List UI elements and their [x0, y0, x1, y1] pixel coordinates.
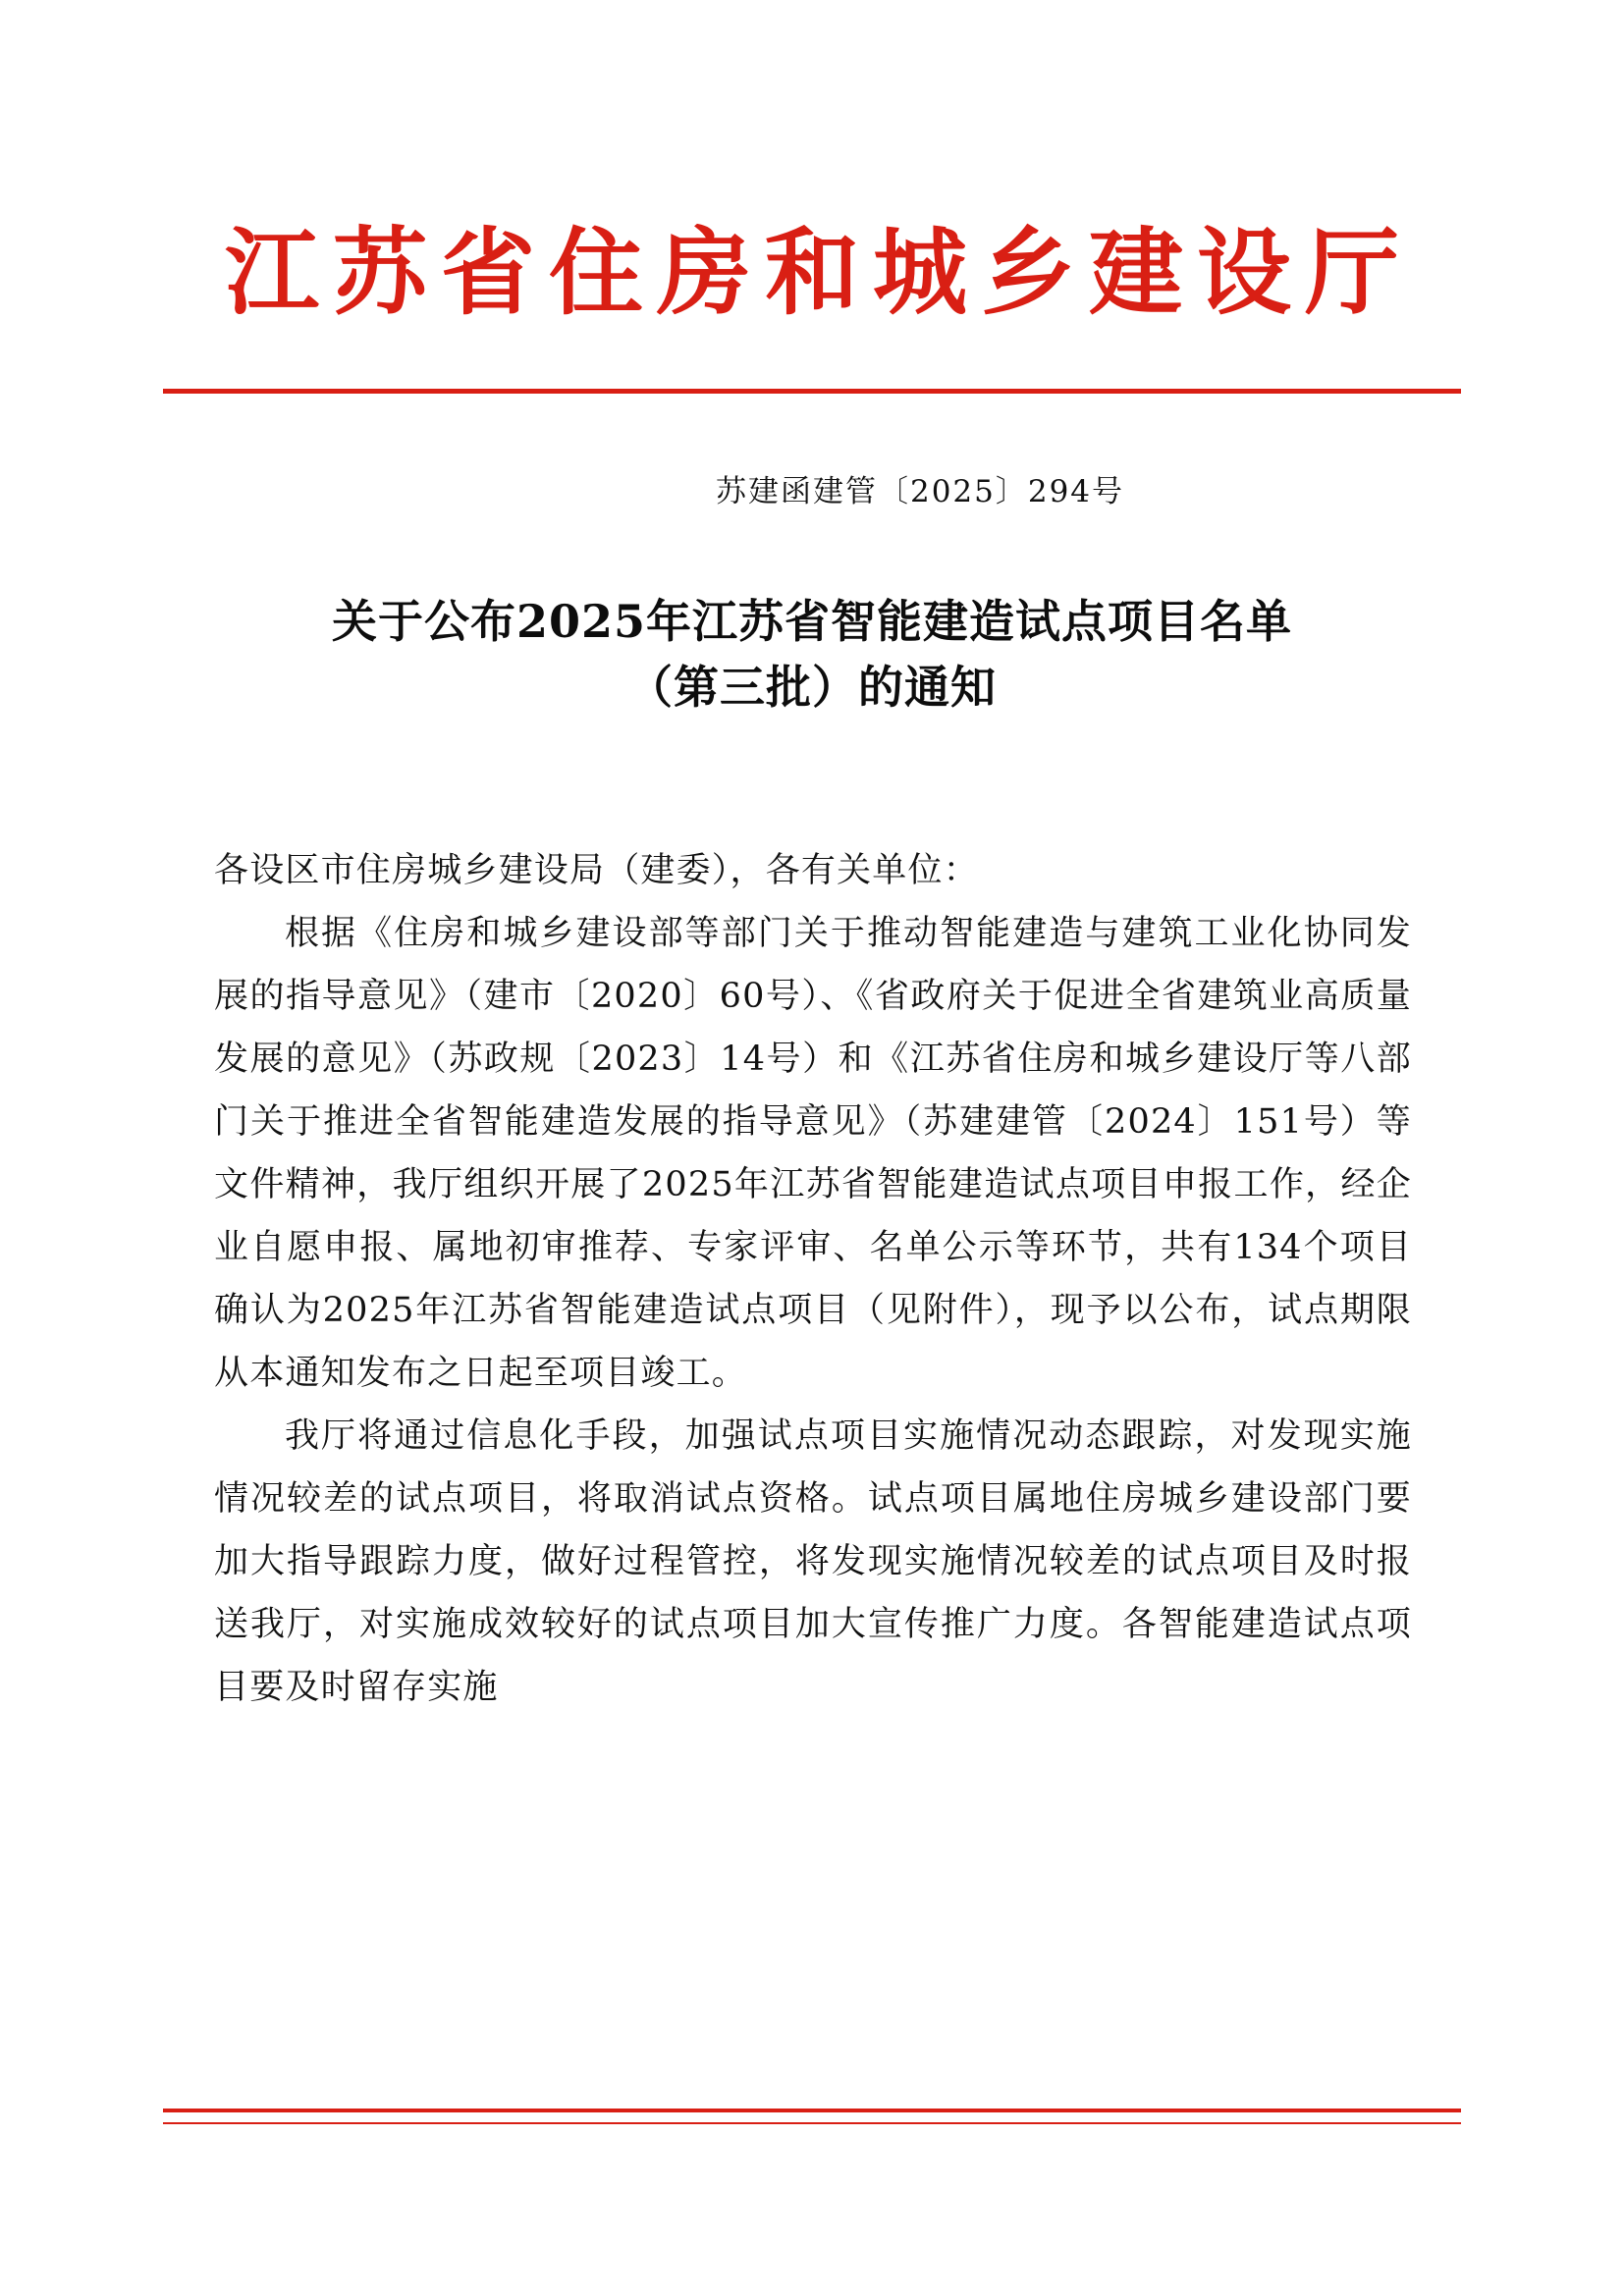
- body-paragraph-1: 根据《住房和城乡建设部等部门关于推动智能建造与建筑工业化协同发展的指导意见》（建市〔2020〕60号）、《省政府关于促进全省建筑业高质量发展的意见》（苏政规〔2023〕14号）和《江苏省住房和城乡建设厅等八部门关于推进全省智能建造发展的指导意见》（苏建建管〔2024〕151号）等文件精神，我厅组织开展了2025年江苏省智能建造试点项目申报工作，经企业自愿申报、属地初审推荐、专家评审、名单公示等环节，共有134个项目确认为2025年江苏省智能建造试点项目（见附件），现予以公布，试点期限从本通知发布之日起至项目竣工。: [214, 914, 1412, 1393]
- issuing-authority-title: 江苏省住房和城乡建设厅: [225, 217, 1413, 328]
- body-paragraph-2: 我厅将通过信息化手段，加强试点项目实施情况动态跟踪，对发现实施情况较差的试点项目，将取消试点资格。试点项目属地住房城乡建设部门要加大指导跟踪力度，做好过程管控，将发现实施情况较差的试点项目及时报送我厅，对实施成效较好的试点项目加大宣传推广力度。各智能建造试点项目要及时留存实施: [214, 1416, 1412, 1707]
- footer-divider-rule-thin: [163, 2122, 1461, 2124]
- footer-divider-rule-thick: [163, 2109, 1461, 2112]
- document-body: [214, 839, 1412, 1719]
- page-title: [196, 589, 1428, 720]
- page-title-line-2: （第三批）的通知: [627, 660, 997, 714]
- page-title-line-1: 关于公布2025年江苏省智能建造试点项目名单: [331, 595, 1293, 648]
- masthead-divider-rule: [163, 389, 1461, 394]
- salutation: 各设区市住房城乡建设局（建委），各有关单位：: [214, 851, 979, 890]
- document-number: 苏建函建管〔2025〕294号: [715, 474, 1125, 509]
- masthead: [0, 217, 1624, 328]
